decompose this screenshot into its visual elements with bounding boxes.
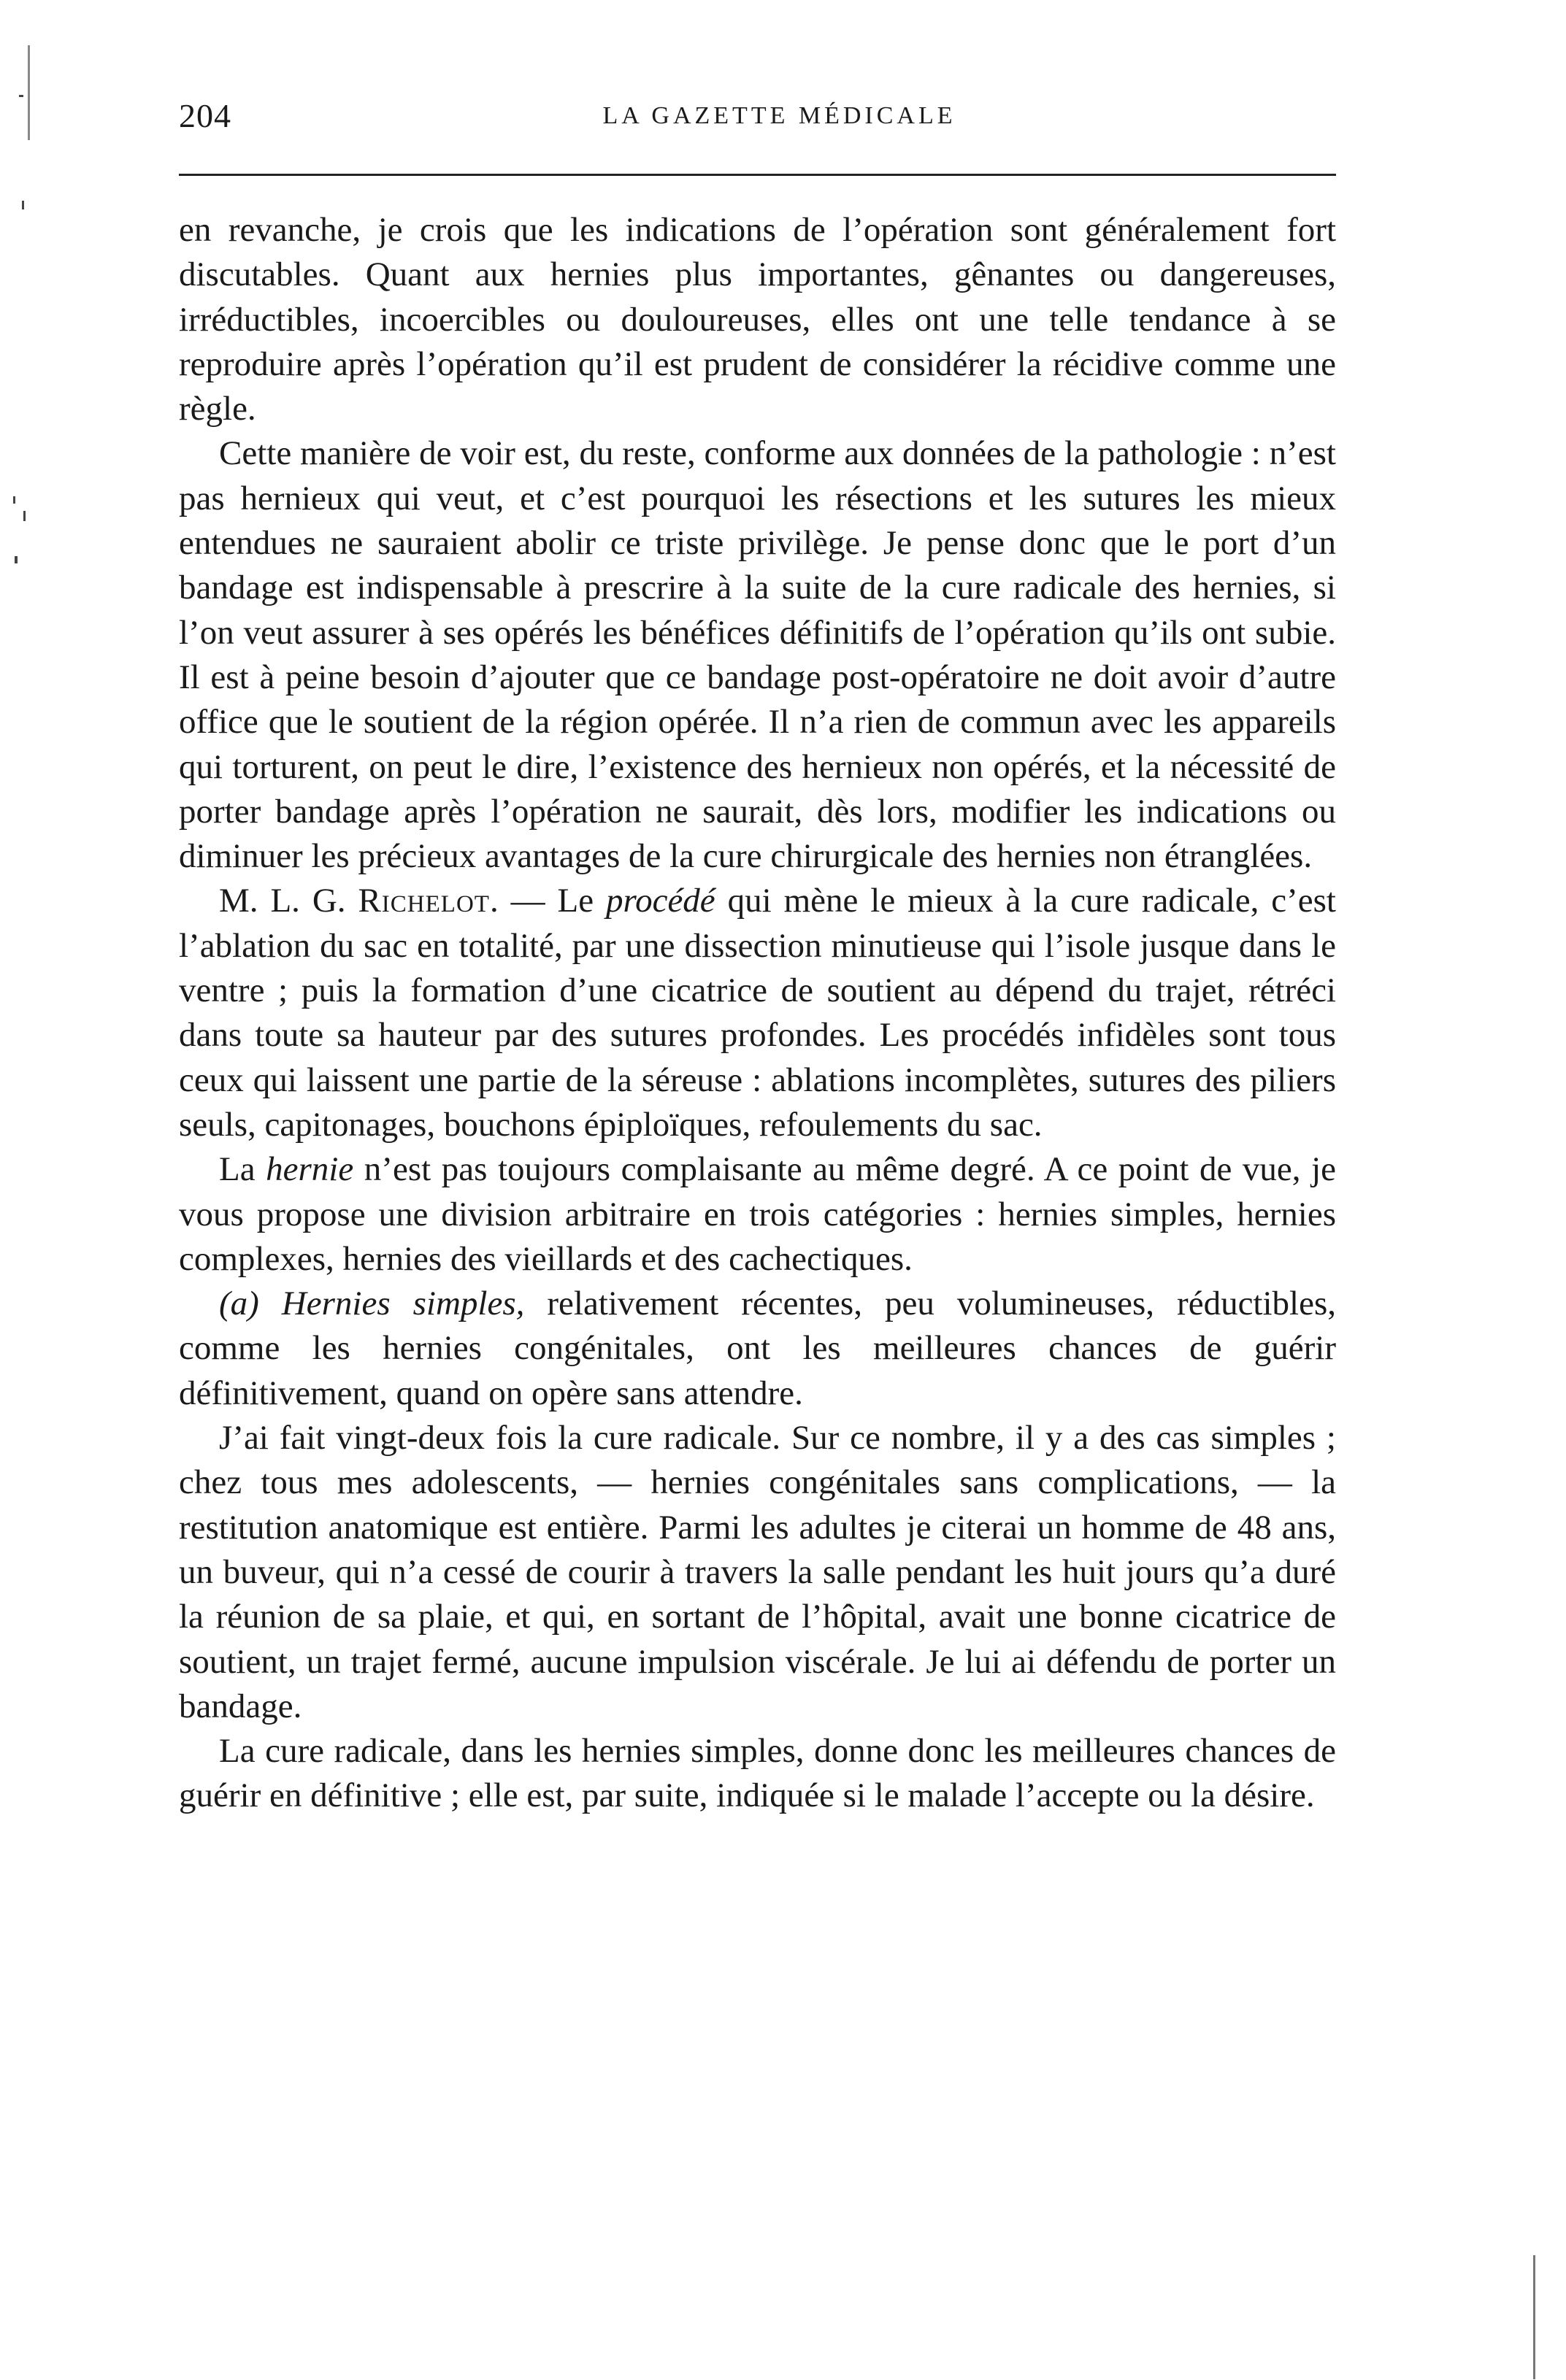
scan-mark xyxy=(15,556,18,563)
text-run: relativement récentes, peu volumineuses, réductibles, comme les hernies congénitales, ont les meilleures chances de guérir définitivement, quand on opère sans attendre. xyxy=(179,1285,1337,1412)
text-run: Cette manière de voir est, du reste, conforme aux données de la pathologie : n’est pas hernieux qui veut, et c’est pourquoi les résections et les sutures les mieux entendues ne sauraient abolir ce triste privilège. Je pense donc que le port d’un bandage est indispensable à prescrire à la suite de la cure radicale des hernies, si l’on veut assurer à ses opérés les bénéfices définitifs de l’opération qu’ils ont subie. Il est à peine besoin d’ajouter que ce bandage post-opératoire ne doit avoir d’autre office que le soutient de la région opérée. Il n’a rien de commun avec les appareils qui torturent, on peut le dire, l’existence des hernieux non opérés, et la nécessité de porter bandage après l’opération ne saurait, dès lors, modifier les indications ou diminuer les précieux avantages de la cure chirurgicale des hernies non étranglées. xyxy=(179,434,1336,876)
scan-mark xyxy=(23,511,26,521)
italic-text-run: hernie xyxy=(266,1150,354,1189)
italic-text-run: (a) Hernies simples, xyxy=(219,1285,525,1323)
scan-mark xyxy=(19,95,23,97)
text-run: . — Le xyxy=(489,882,607,920)
paragraph xyxy=(179,1282,1336,1416)
text-run: M. L. G. xyxy=(219,882,358,920)
text-run: J’ai fait vingt-deux fois la cure radicale. Sur ce nombre, il y a des cas simples ; chez tous mes adolescents, — hernies congénitales sans complications, — la restitution anatomique est entière. Parmi les adultes je citerai un homme de 48 ans, un buveur, qui n’a cessé de courir à travers la salle pendant les huit jours qu’a duré la réunion de sa plaie, et qui, en sortant de l’hôpital, avait une bonne cicatrice de soutient, un trajet fermé, aucune impulsion viscérale. Je lui ai défendu de porter un bandage. xyxy=(179,1419,1336,1725)
paragraph xyxy=(179,1416,1336,1729)
text-run: n’est pas toujours complaisante au même degré. A ce point de vue, je vous propose une division arbitraire en trois catégories : hernies simples, hernies complexes, hernies des vieillards et des cachectiques. xyxy=(179,1150,1337,1278)
page-number: 204 xyxy=(179,97,231,134)
scan-mark xyxy=(1533,2255,1535,2379)
text-run: qui mène le mieux à la cure radicale, c’est l’ablation du sac en totalité, par une dissection minutieuse qui l’isole jusque dans le ventre ; puis la formation d’une cicatrice de soutient au dépend du trajet, rétréci dans toute sa hauteur par des sutures profondes. Les procédés infidèles sont tous ceux qui laissent une partie de la séreuse : ablations incomplètes, sutures des piliers seuls, capitonages, bouchons épiploïques, refoulements du sac. xyxy=(179,882,1336,1144)
paragraph xyxy=(179,208,1336,431)
paragraph xyxy=(179,431,1336,879)
text-run: en revanche, je crois que les indications de l’opération sont généralement fort discutables. Quant aux hernies plus importantes, gênantes ou dangereuses, irréductibles, incoercibles ou douloureuses, elles ont une telle tendance à se reproduire après l’opération qu’il est prudent de considérer la récidive comme une règle. xyxy=(179,211,1336,428)
running-title: LA GAZETTE MÉDICALE xyxy=(602,102,956,129)
paragraph xyxy=(179,879,1336,1147)
page-header xyxy=(179,96,1336,140)
scan-mark xyxy=(22,201,24,209)
paragraph xyxy=(179,1729,1336,1819)
scan-mark xyxy=(13,496,15,504)
text-run: La cure radicale, dans les hernies simples, donne donc les meilleures chances de guérir en définitive ; elle est, par suite, indiquée si le malade l’accepte ou la désire. xyxy=(179,1732,1336,1815)
body-text xyxy=(179,208,1336,1819)
italic-text-run: procédé xyxy=(606,882,715,920)
header-rule xyxy=(179,174,1336,176)
paragraph xyxy=(179,1147,1336,1282)
text-run: La xyxy=(219,1150,266,1189)
scan-mark xyxy=(28,45,30,140)
smallcaps-text-run: Richelot xyxy=(358,882,490,920)
